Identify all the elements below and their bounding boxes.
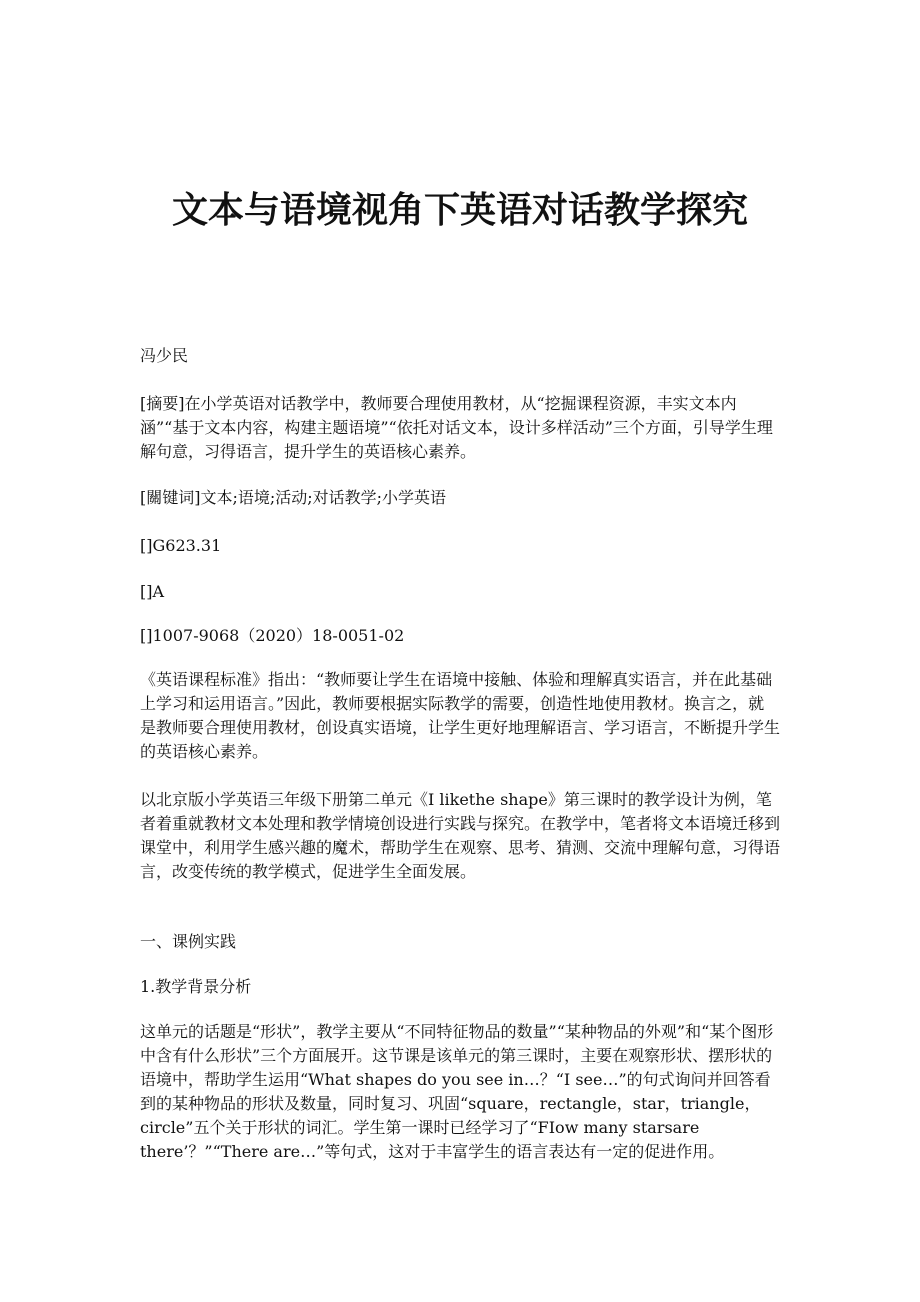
- abstract-paragraph: [摘要]在小学英语对话教学中，教师要合理使用教材，从“挖掘课程资源，丰实文本内涵”“基于文本内容，构建主题语境”“依托对话文本，设计多样活动”三个方面，引导学生理解句意，习得语言，提升学生的英语核心素养。: [140, 394, 773, 461]
- document-code: []A: [140, 582, 165, 601]
- body-paragraph-2: 以北京版小学英语三年级下册第二单元《I likethe shape》第三课时的教学设计为例，笔者着重就教材文本处理和教学情境创设进行实践与探究。在教学中，笔者将文本语境迁移到课堂中，利用学生感兴趣的魔术，帮助学生在观察、思考、猜测、交流中理解句意，习得语言，改变传统的教学模式，促进学生全面发展。: [140, 790, 781, 881]
- article-id: []1007-9068（2020）18-0051-02: [140, 626, 405, 645]
- section-heading: 一、课例实践: [140, 932, 237, 951]
- keywords-line: [關键词]文本;语境;活动;对话教学;小学英语: [140, 488, 447, 507]
- classification-number: []G623.31: [140, 536, 222, 555]
- document-title: 文本与语境视角下英语对话教学探究: [171, 189, 748, 231]
- body-paragraph-3: 这单元的话题是“形状”，教学主要从“不同特征物品的数量”“某种物品的外观”和“某个图形中含有什么形状”三个方面展开。这节课是该单元的第三课时，主要在观察形状、摆形状的语境中，帮助学生运用“What shapes do you see in…？“I see…”的句式询问并回答看到的某种物品的形状及数量，同时复习、巩固“square，rectangle，star，triangle，circle”五个关于形状的词汇。学生第一课时已经学习了“FIow many starsare there’？”“There are…”等句式，这对于丰富学生的语言表达有一定的促进作用。: [140, 1022, 774, 1161]
- author-name: 冯少民: [140, 346, 189, 365]
- body-paragraph-1: 《英语课程标准》指出：“教师要让学生在语境中接触、体验和理解真实语言，并在此基础上学习和运用语言。”因此，教师要根据实际教学的需要，创造性地使用教材。换言之，就是教师要合理使用教材，创设真实语境，让学生更好地理解语言、学习语言，不断提升学生的英语核心素养。: [140, 670, 781, 761]
- subsection-heading: 1.教学背景分析: [140, 977, 252, 996]
